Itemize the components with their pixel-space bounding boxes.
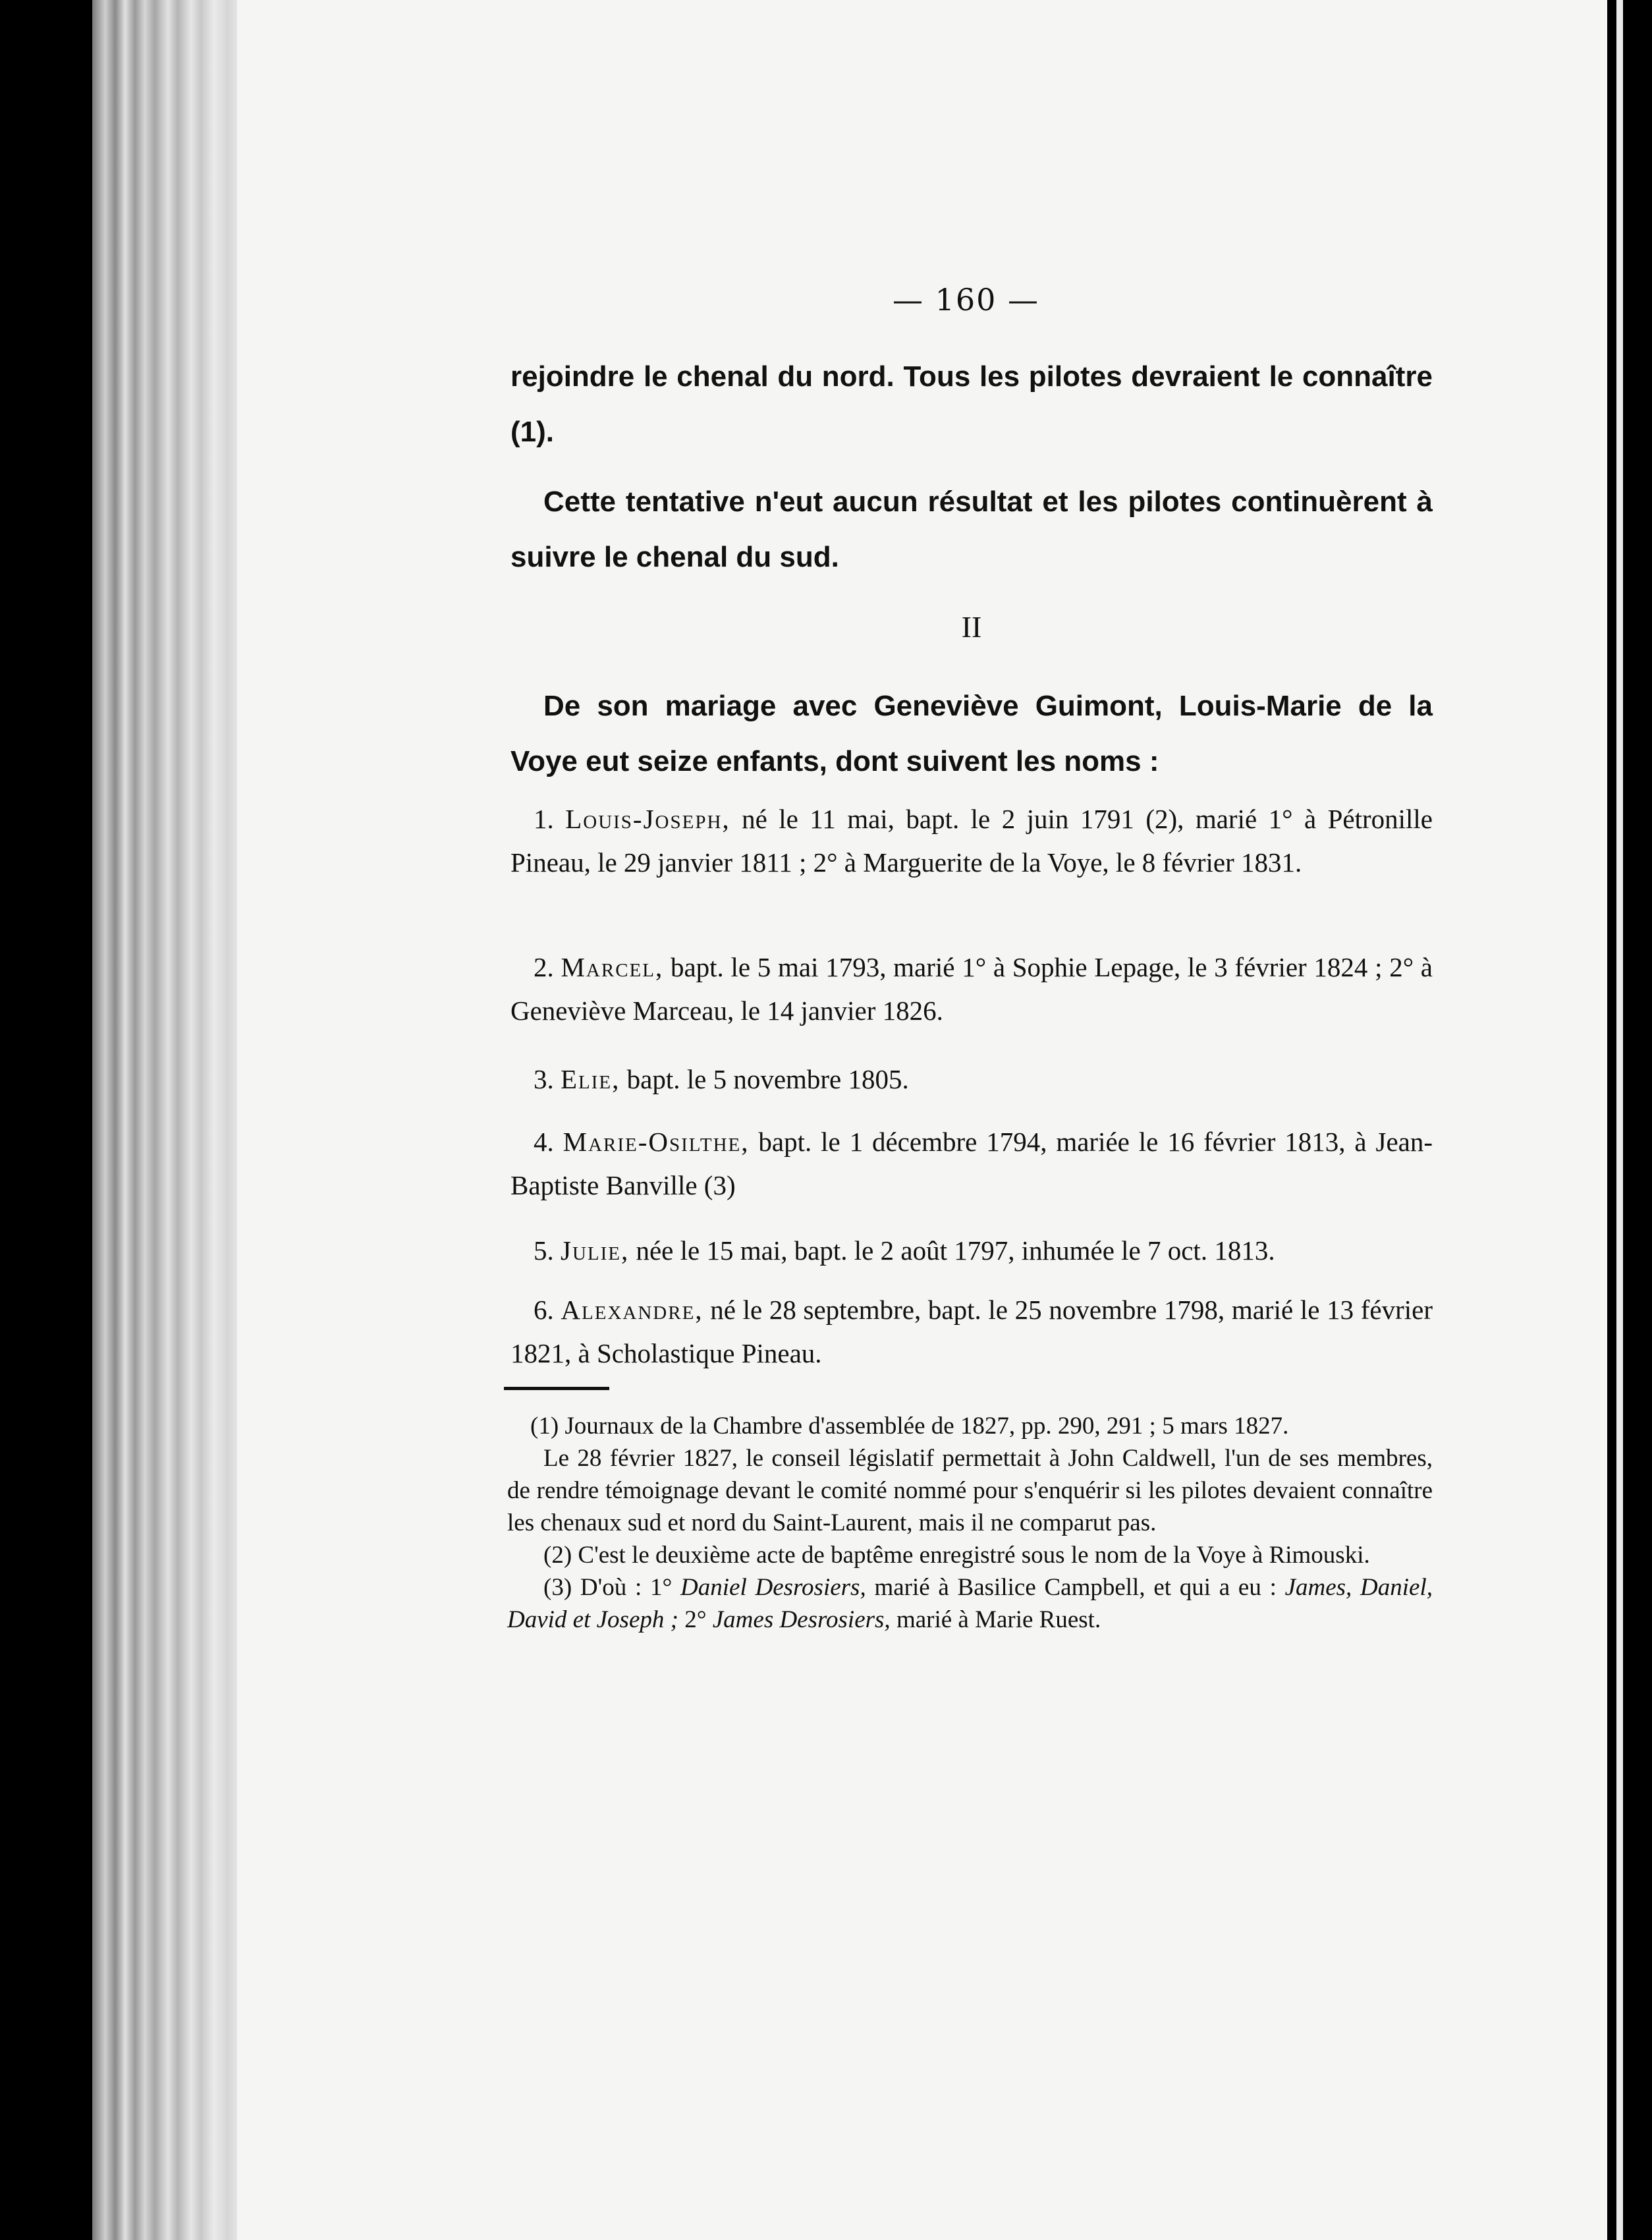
footnote-3-children: James, Daniel, David et Joseph ;: [507, 1574, 1433, 1633]
entry-text: bapt. le 5 novembre 1805.: [626, 1064, 909, 1094]
entry-number: 2.: [534, 952, 554, 982]
entry-name: Marie-Osilthe,: [563, 1127, 750, 1157]
entry-number: 3.: [534, 1064, 554, 1094]
page-number: — 160 —: [893, 282, 1040, 318]
entry-name: Julie,: [561, 1235, 630, 1266]
entry-text: né le 28 septembre, bapt. le 25 novembre 1798, marié le 13 février 1821, à Scholastique Pineau.: [510, 1295, 1433, 1368]
paragraph-1: rejoindre le chenal du nord. Tous les pilotes devraient le connaître (1).: [510, 360, 1433, 448]
right-border-gap: [1616, 0, 1623, 2240]
entry-name: Alexandre,: [561, 1295, 703, 1325]
entry-text: né le 11 mai, bapt. le 2 juin 1791 (2), marié 1° à Pétronille Pineau, le 29 janvier 1811 ; 2° à Marguerite de la Voye, le 8 février 1831.: [510, 804, 1433, 878]
entry-number: 5.: [534, 1235, 554, 1266]
entry-name: Louis-Joseph,: [565, 804, 730, 834]
section-heading: II: [961, 610, 982, 644]
footnote-1-continued: Le 28 février 1827, le conseil législatif permettait à John Caldwell, l'un de ses membres, de rendre témoignage devant le comité nommé pour s'enquérir si les pilotes devaient connaître les chenaux sud et nord du Saint-Laurent, mais il ne comparut pas.: [507, 1445, 1433, 1536]
entry-text: bapt. le 5 mai 1793, marié 1° à Sophie Lepage, le 3 février 1824 ; 2° à Geneviève Marceau, le 14 janvier 1826.: [510, 952, 1433, 1026]
footnote-3-text-3: marié à Marie Ruest.: [896, 1606, 1101, 1633]
entry-number: 4.: [534, 1127, 554, 1157]
footnote-3-text-1: marié à Basilice Campbell, et qui a eu :: [874, 1574, 1277, 1601]
footnote-3-text-2: 2°: [684, 1606, 707, 1633]
right-border: [1607, 0, 1652, 2240]
footnote-3-name-1: Daniel Desrosiers,: [680, 1574, 866, 1601]
entry-3: [510, 1057, 1433, 1101]
entry-name: Marcel,: [561, 952, 664, 982]
entry-name: Elie,: [561, 1064, 620, 1094]
entry-5: [510, 1229, 1433, 1272]
entry-6: [510, 1288, 1433, 1375]
footnote-separator: [504, 1387, 609, 1390]
footnote-3: [507, 1571, 1433, 1636]
entry-text: née le 15 mai, bapt. le 2 août 1797, inhumée le 7 oct. 1813.: [636, 1235, 1275, 1266]
entry-text: bapt. le 1 décembre 1794, mariée le 16 février 1813, à Jean-Baptiste Banville (3): [510, 1127, 1433, 1200]
footnote-1: (1) Journaux de la Chambre d'assemblée de 1827, pp. 290, 291 ; 5 mars 1827.: [530, 1413, 1289, 1440]
footnote-3-lead: (3) D'où : 1°: [543, 1574, 673, 1601]
book-page-edges: [92, 0, 244, 2240]
entry-2: [510, 945, 1433, 1032]
footnote-2: (2) C'est le deuxième acte de baptême enregistré sous le nom de la Voye à Rimouski.: [543, 1542, 1370, 1569]
entry-4: [510, 1120, 1433, 1207]
entry-1: [510, 797, 1433, 884]
entry-number: 6.: [534, 1295, 554, 1325]
paragraph-2: Cette tentative n'eut aucun résultat et les pilotes continuèrent à suivre le chenal du sud.: [510, 486, 1433, 573]
footnote-3-name-2: James Desrosiers,: [712, 1606, 891, 1633]
intro-paragraph: De son mariage avec Geneviève Guimont, Louis-Marie de la Voye eut seize enfants, dont suivent les noms :: [510, 690, 1433, 777]
entry-number: 1.: [534, 804, 554, 834]
